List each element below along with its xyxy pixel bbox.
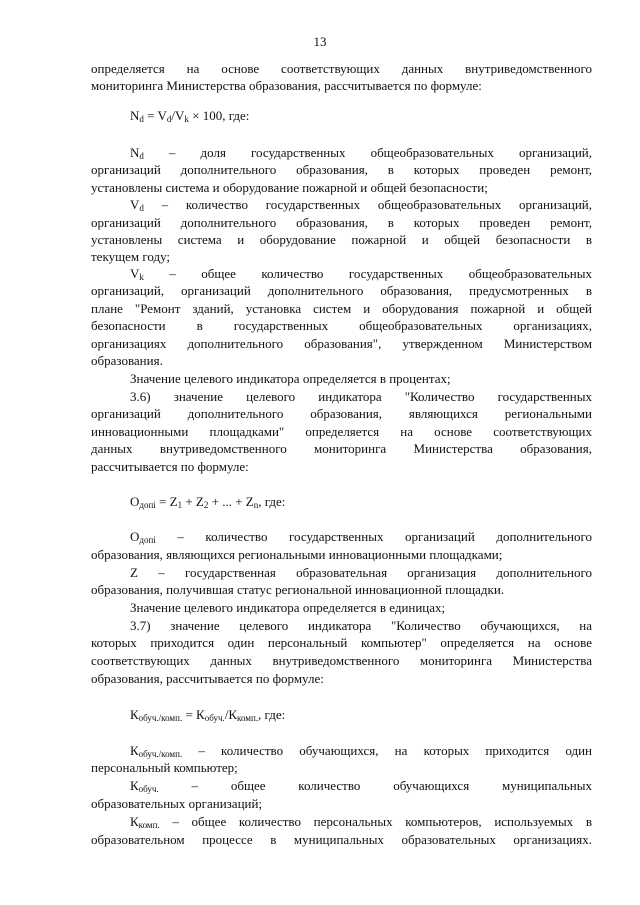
text-line: $К_{комп.}$ – общее количество персональных компьютеров, используемых в xyxy=(130,814,592,830)
text-line: данных внутриведомственного мониторинга Министерства образования, xyxy=(91,441,592,456)
page-number: 13 xyxy=(313,34,327,49)
text-line: Z – государственная образовательная организация дополнительного xyxy=(130,565,592,580)
text-line: $К_{обуч./комп.}$ – количество обучающихся, на которых приходится один xyxy=(130,743,592,759)
text-line: которых приходится один персональный компьютер" определяется на основе xyxy=(91,635,592,650)
text-line: установлены система и оборудование пожарной и общей безопасности в xyxy=(91,232,592,247)
text-line: образовательных организаций; xyxy=(91,796,263,811)
text-line: безопасности в государственных общеобразовательных организациях, xyxy=(91,318,592,333)
text-line: $N_d$ – доля государственных общеобразовательных организаций, xyxy=(130,145,592,161)
text-line: рассчитывается по формуле: xyxy=(91,459,249,474)
text-line: образования, рассчитывается по формуле: xyxy=(91,671,324,686)
text-line: $О_{допі}$ – количество государственных организаций дополнительного xyxy=(130,529,592,545)
text-line: 3.6) значение целевого индикатора "Количество государственных xyxy=(130,389,592,404)
text-line: образовательном процессе в муниципальных образовательных организациях. xyxy=(91,832,592,847)
text-line: мониторинга Министерства образования, рассчитывается по формуле: xyxy=(91,78,482,93)
text-line: Значение целевого индикатора определяется в процентах; xyxy=(130,371,451,386)
text-line: установлены система и оборудование пожарной и общей безопасности; xyxy=(91,180,488,195)
text-line: организаций дополнительного образования, в которых проведен ремонт, xyxy=(91,162,592,177)
text-line: $К_{обуч./комп.} = К_{обуч.}/К_{комп.}$, где: xyxy=(130,707,286,723)
text-line: организациях дополнительного образования", утвержденном Министерством xyxy=(91,336,592,351)
text-line: организаций, организаций дополнительного образования, предусмотренных в xyxy=(91,283,592,298)
text-line: персональный компьютер; xyxy=(91,760,238,775)
text-line: $V_d$ – количество государственных общеобразовательных организаций, xyxy=(130,197,592,213)
text-line: определяется на основе соответствующих данных внутриведомственного xyxy=(91,61,592,76)
text-line: 3.7) значение целевого индикатора "Количество обучающихся, на xyxy=(130,618,592,633)
text-line: образования, являющихся региональными инновационными площадками; xyxy=(91,547,503,562)
text-line: текущем году; xyxy=(91,249,171,264)
text-line: организаций дополнительного образования, в которых проведен ремонт, xyxy=(91,215,592,230)
text-line: $V_k$ – общее количество государственных общеобразовательных xyxy=(130,266,592,282)
text-line: плане "Ремонт зданий, установка систем и оборудования пожарной и общей xyxy=(91,301,592,316)
text-line: $N_d = V_d/V_k \times 100$, где: xyxy=(130,108,250,124)
text-line: организаций дополнительного образования, являющихся региональными xyxy=(91,406,592,421)
text-line: инновационными площадками" определяется на основе соответствующих xyxy=(91,424,592,439)
text-line: Значение целевого индикатора определяется в единицах; xyxy=(130,600,446,615)
text-line: соответствующих данных внутриведомственного мониторинга Министерства xyxy=(91,653,592,668)
text-line: $К_{обуч.}$ – общее количество обучающихся муниципальных xyxy=(130,778,592,794)
text-line: $О_{допі} = Z_1 + Z_2$ + ... + $Z_n$, где: xyxy=(130,494,286,510)
text-line: образования, получившая статус региональной инновационной площадки. xyxy=(91,582,505,597)
text-line: образования. xyxy=(91,353,163,368)
